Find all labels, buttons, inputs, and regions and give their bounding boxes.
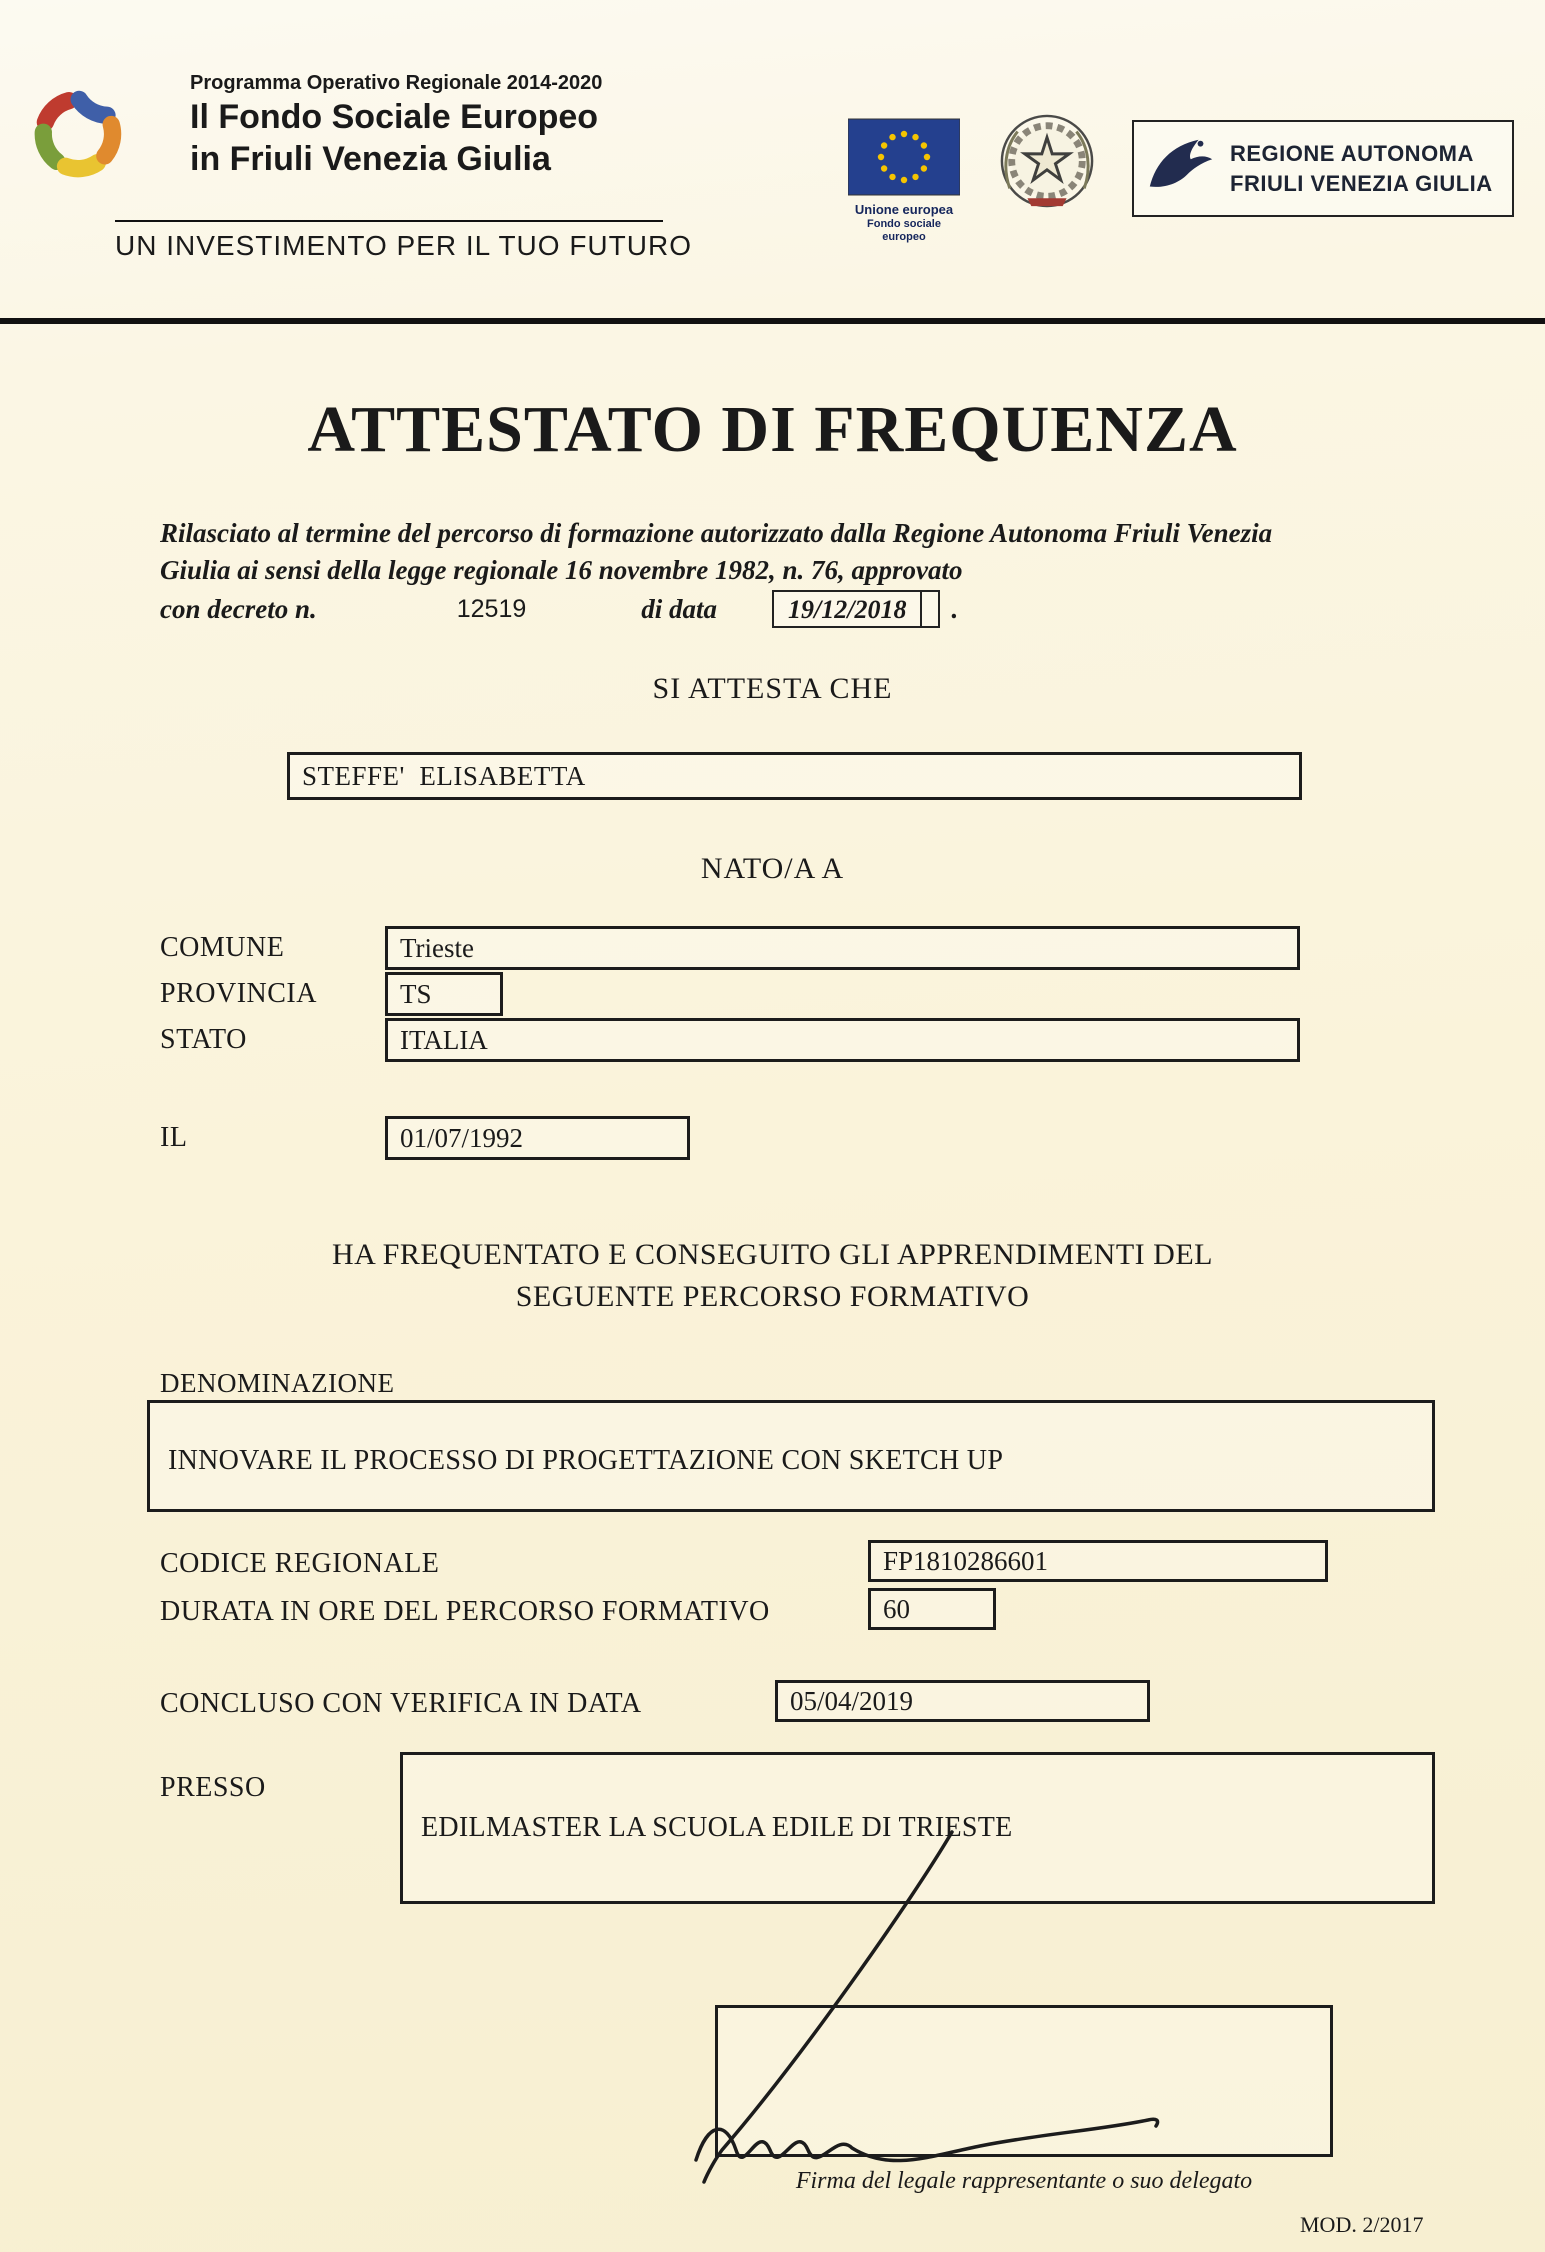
denominazione-value: INNOVARE IL PROCESSO DI PROGETTAZIONE CON SKETCH UP [168,1445,1004,1476]
comune-label: COMUNE [160,932,285,963]
stato-value: ITALIA [400,1025,488,1055]
eu-flag-caption-1: Unione europea [854,202,954,217]
signature-handwriting [600,1820,1240,2220]
concluso-label: CONCLUSO CON VERIFICA IN DATA [160,1688,642,1719]
intro-paragraph [160,515,1420,629]
intro-line1: Rilasciato al termine del percorso di formazione autorizzato dalla Regione Autonoma Friuli Venezia [160,518,1273,548]
codice-label: CODICE REGIONALE [160,1548,440,1579]
birthdate-label: IL [160,1122,188,1153]
provincia-box [385,972,503,1016]
comune-box [385,926,1300,970]
decree-line [160,589,1420,629]
intro-line2: Giulia ai sensi della legge regionale 16 novembre 1982, n. 76, approvato [160,555,963,585]
eu-flag-icon [848,118,960,196]
decree-number: 12519 [456,594,527,623]
italian-emblem-icon [998,112,1096,210]
region-eagle-icon [1142,129,1220,209]
fse-title-line2: in Friuli Venezia Giulia [190,140,551,178]
decree-date-label: di data [641,593,718,624]
decree-label: con decreto n. [160,593,317,624]
course-heading-line2: SEGUENTE PERCORSO FORMATIVO [515,1280,1030,1313]
course-heading-line1: HA FREQUENTATO E CONSEGUITO GLI APPRENDIMENTI DEL [332,1238,1213,1271]
durata-value: 60 [883,1594,910,1624]
brand-divider [115,220,663,222]
presso-value: EDILMASTER LA SCUOLA EDILE DI TRIESTE [421,1812,1013,1843]
comune-value: Trieste [400,933,475,963]
fse-title-line1: Il Fondo Sociale Europeo [190,98,599,136]
form-model-number: MOD. 2/2017 [1300,2212,1424,2237]
codice-value: FP1810286601 [883,1546,1049,1576]
region-name-line2: FRIULI VENEZIA GIULIA [1230,170,1493,196]
si-attesta-heading: SI ATTESTA CHE [652,672,893,705]
birthdate-box [385,1116,690,1160]
region-logo [1132,120,1514,217]
eu-flag-caption-2: Fondo sociale europeo [867,218,941,243]
denominazione-label: DENOMINAZIONE [160,1368,395,1398]
codice-box [868,1540,1328,1582]
program-name: Programma Operativo Regionale 2014-2020 [190,72,603,94]
birthdate-value: 01/07/1992 [400,1123,524,1153]
signature-caption: Firma del legale rappresentante o suo delegato [795,2168,1253,2194]
course-heading [0,1234,1545,1318]
person-name: STEFFE' ELISABETTA [302,761,586,791]
region-name-line1: REGIONE AUTONOMA [1230,140,1474,166]
decree-date-value: 19/12/2018 [788,594,907,624]
provincia-value: TS [400,979,432,1009]
stato-box [385,1018,1300,1062]
durata-label: DURATA IN ORE DEL PERCORSO FORMATIVO [160,1596,770,1627]
person-name-box [287,752,1302,800]
decree-period: . [950,593,958,624]
nato-heading: NATO/A A [700,852,845,885]
concluso-value: 05/04/2019 [790,1686,914,1716]
decree-date-box-endcell [922,592,938,626]
brand-tagline: UN INVESTIMENTO PER IL TUO FUTURO [115,230,692,261]
concluso-box [775,1680,1150,1722]
presso-label: PRESSO [160,1772,266,1803]
certificate-title: ATTESTATO DI FREQUENZA [307,393,1238,466]
fse-pinwheel-logo-icon [25,52,137,210]
decree-date-box [772,590,940,628]
stato-label: STATO [160,1024,247,1055]
durata-box [868,1588,996,1630]
header-separator [0,318,1545,324]
provincia-label: PROVINCIA [160,978,317,1009]
denominazione-box [147,1400,1435,1512]
